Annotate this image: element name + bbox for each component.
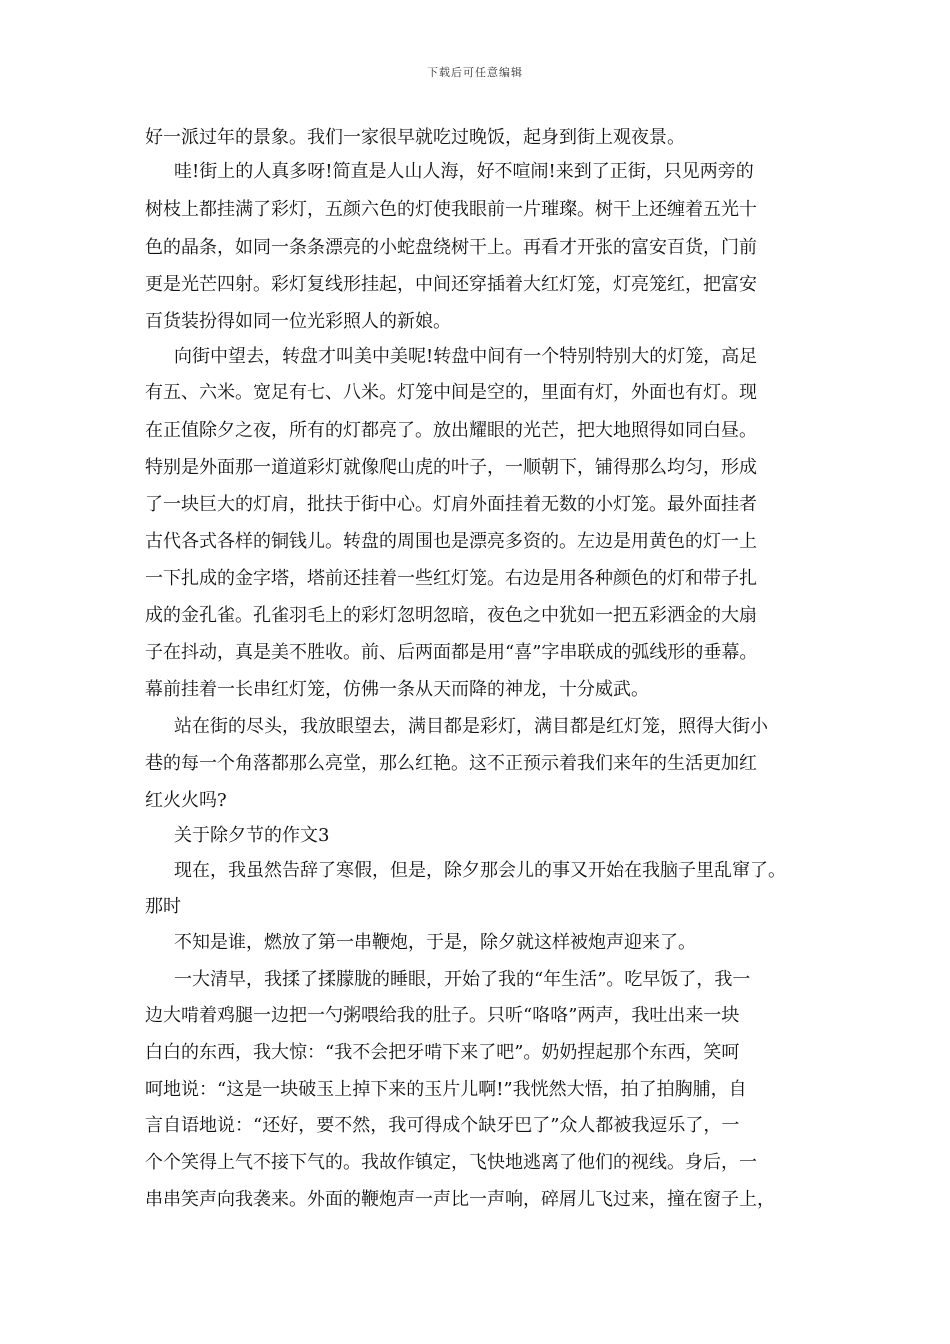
section-heading: 关于除夕节的作文3 [174, 825, 330, 846]
text-line: 好一派过年的景象。我们一家很早就吃过晚饭，起身到街上观夜景。 [145, 127, 685, 148]
text-line: 向街中望去，转盘才叫美中美呢!转盘中间有一个特别特别大的灯笼，高足 [174, 346, 758, 367]
text-line: 色的晶条，如同一条条漂亮的小蛇盘绕树干上。再看才开张的富安百货，门前 [145, 237, 757, 258]
text-line: 现在，我虽然告辞了寒假，但是，除夕那会儿的事又开始在我脑子里乱窜了。 [174, 860, 786, 881]
text-line: 树枝上都挂满了彩灯，五颜六色的灯使我眼前一片璀璨。树干上还缠着五光十 [145, 199, 757, 220]
text-line: 了一块巨大的灯肩，批扶于街中心。灯肩外面挂着无数的小灯笼。最外面挂者 [145, 494, 757, 515]
page-header-note: 下载后可任意编辑 [427, 66, 523, 79]
text-line: 百货装扮得如同一位光彩照人的新娘。 [145, 311, 451, 332]
text-line: 古代各式各样的铜钱儿。转盘的周围也是漂亮多资的。左边是用黄色的灯一上 [145, 531, 757, 552]
text-line: 一下扎成的金字塔，塔前还挂着一些红灯笼。右边是用各种颜色的灯和带子扎 [145, 568, 757, 589]
text-line: 成的金孔雀。孔雀羽毛上的彩灯忽明忽暗，夜色之中犹如一把五彩洒金的大扇 [145, 605, 757, 626]
text-line: 串串笑声向我袭来。外面的鞭炮声一声比一声响，碎屑儿飞过来，撞在窗子上， [145, 1189, 775, 1210]
text-line: 在正值除夕之夜，所有的灯都亮了。放出耀眼的光芒，把大地照得如同白昼。 [145, 420, 757, 441]
text-line: 白白的东西，我大惊：“我不会把牙啃下来了吧”。奶奶捏起那个东西，笑呵 [145, 1042, 740, 1063]
text-line: 边大啃着鸡腿一边把一勺粥喂给我的肚子。只听“咯咯”两声，我吐出来一块 [145, 1005, 740, 1026]
text-line: 有五、六米。宽足有七、八米。灯笼中间是空的，里面有灯，外面也有灯。现 [145, 382, 757, 403]
text-line: 个个笑得上气不接下气的。我故作镇定，飞快地逃离了他们的视线。身后，一 [145, 1152, 757, 1173]
text-line: 站在街的尽头，我放眼望去，满目都是彩灯，满目都是红灯笼，照得大街小 [174, 716, 768, 737]
text-line: 言自语地说：“还好，要不然，我可得成个缺牙巴了”众人都被我逗乐了，一 [145, 1115, 740, 1136]
text-line: 子在抖动，真是美不胜收。前、后两面都是用“喜”字串联成的弧线形的垂幕。 [145, 642, 758, 663]
text-line: 特别是外面那一道道彩灯就像爬山虎的叶子，一顺朝下，铺得那么均匀，形成 [145, 457, 757, 478]
text-line: 更是光芒四射。彩灯复线形挂起，中间还穿插着大红灯笼，灯亮笼红，把富安 [145, 274, 757, 295]
text-line: 幕前挂着一长串红灯笼，仿佛一条从天而降的神龙，十分威武。 [145, 679, 649, 700]
text-line: 巷的每一个角落都那么亮堂，那么红艳。这不正预示着我们来年的生活更加红 [145, 753, 757, 774]
text-line: 红火火吗? [145, 790, 227, 811]
text-line: 呵地说：“这是一块破玉上掉下来的玉片儿啊!”我恍然大悟，拍了拍胸脯，自 [145, 1079, 747, 1100]
text-line: 那时 [145, 896, 181, 917]
text-line: 哇!街上的人真多呀!简直是人山人海，好不喧闹!来到了正街，只见两旁的 [174, 161, 754, 182]
text-line: 不知是谁，燃放了第一串鞭炮，于是，除夕就这样被炮声迎来了。 [174, 932, 696, 953]
text-line: 一大清早，我揉了揉朦胧的睡眼，开始了我的“年生活”。吃早饭了，我一 [174, 969, 751, 990]
